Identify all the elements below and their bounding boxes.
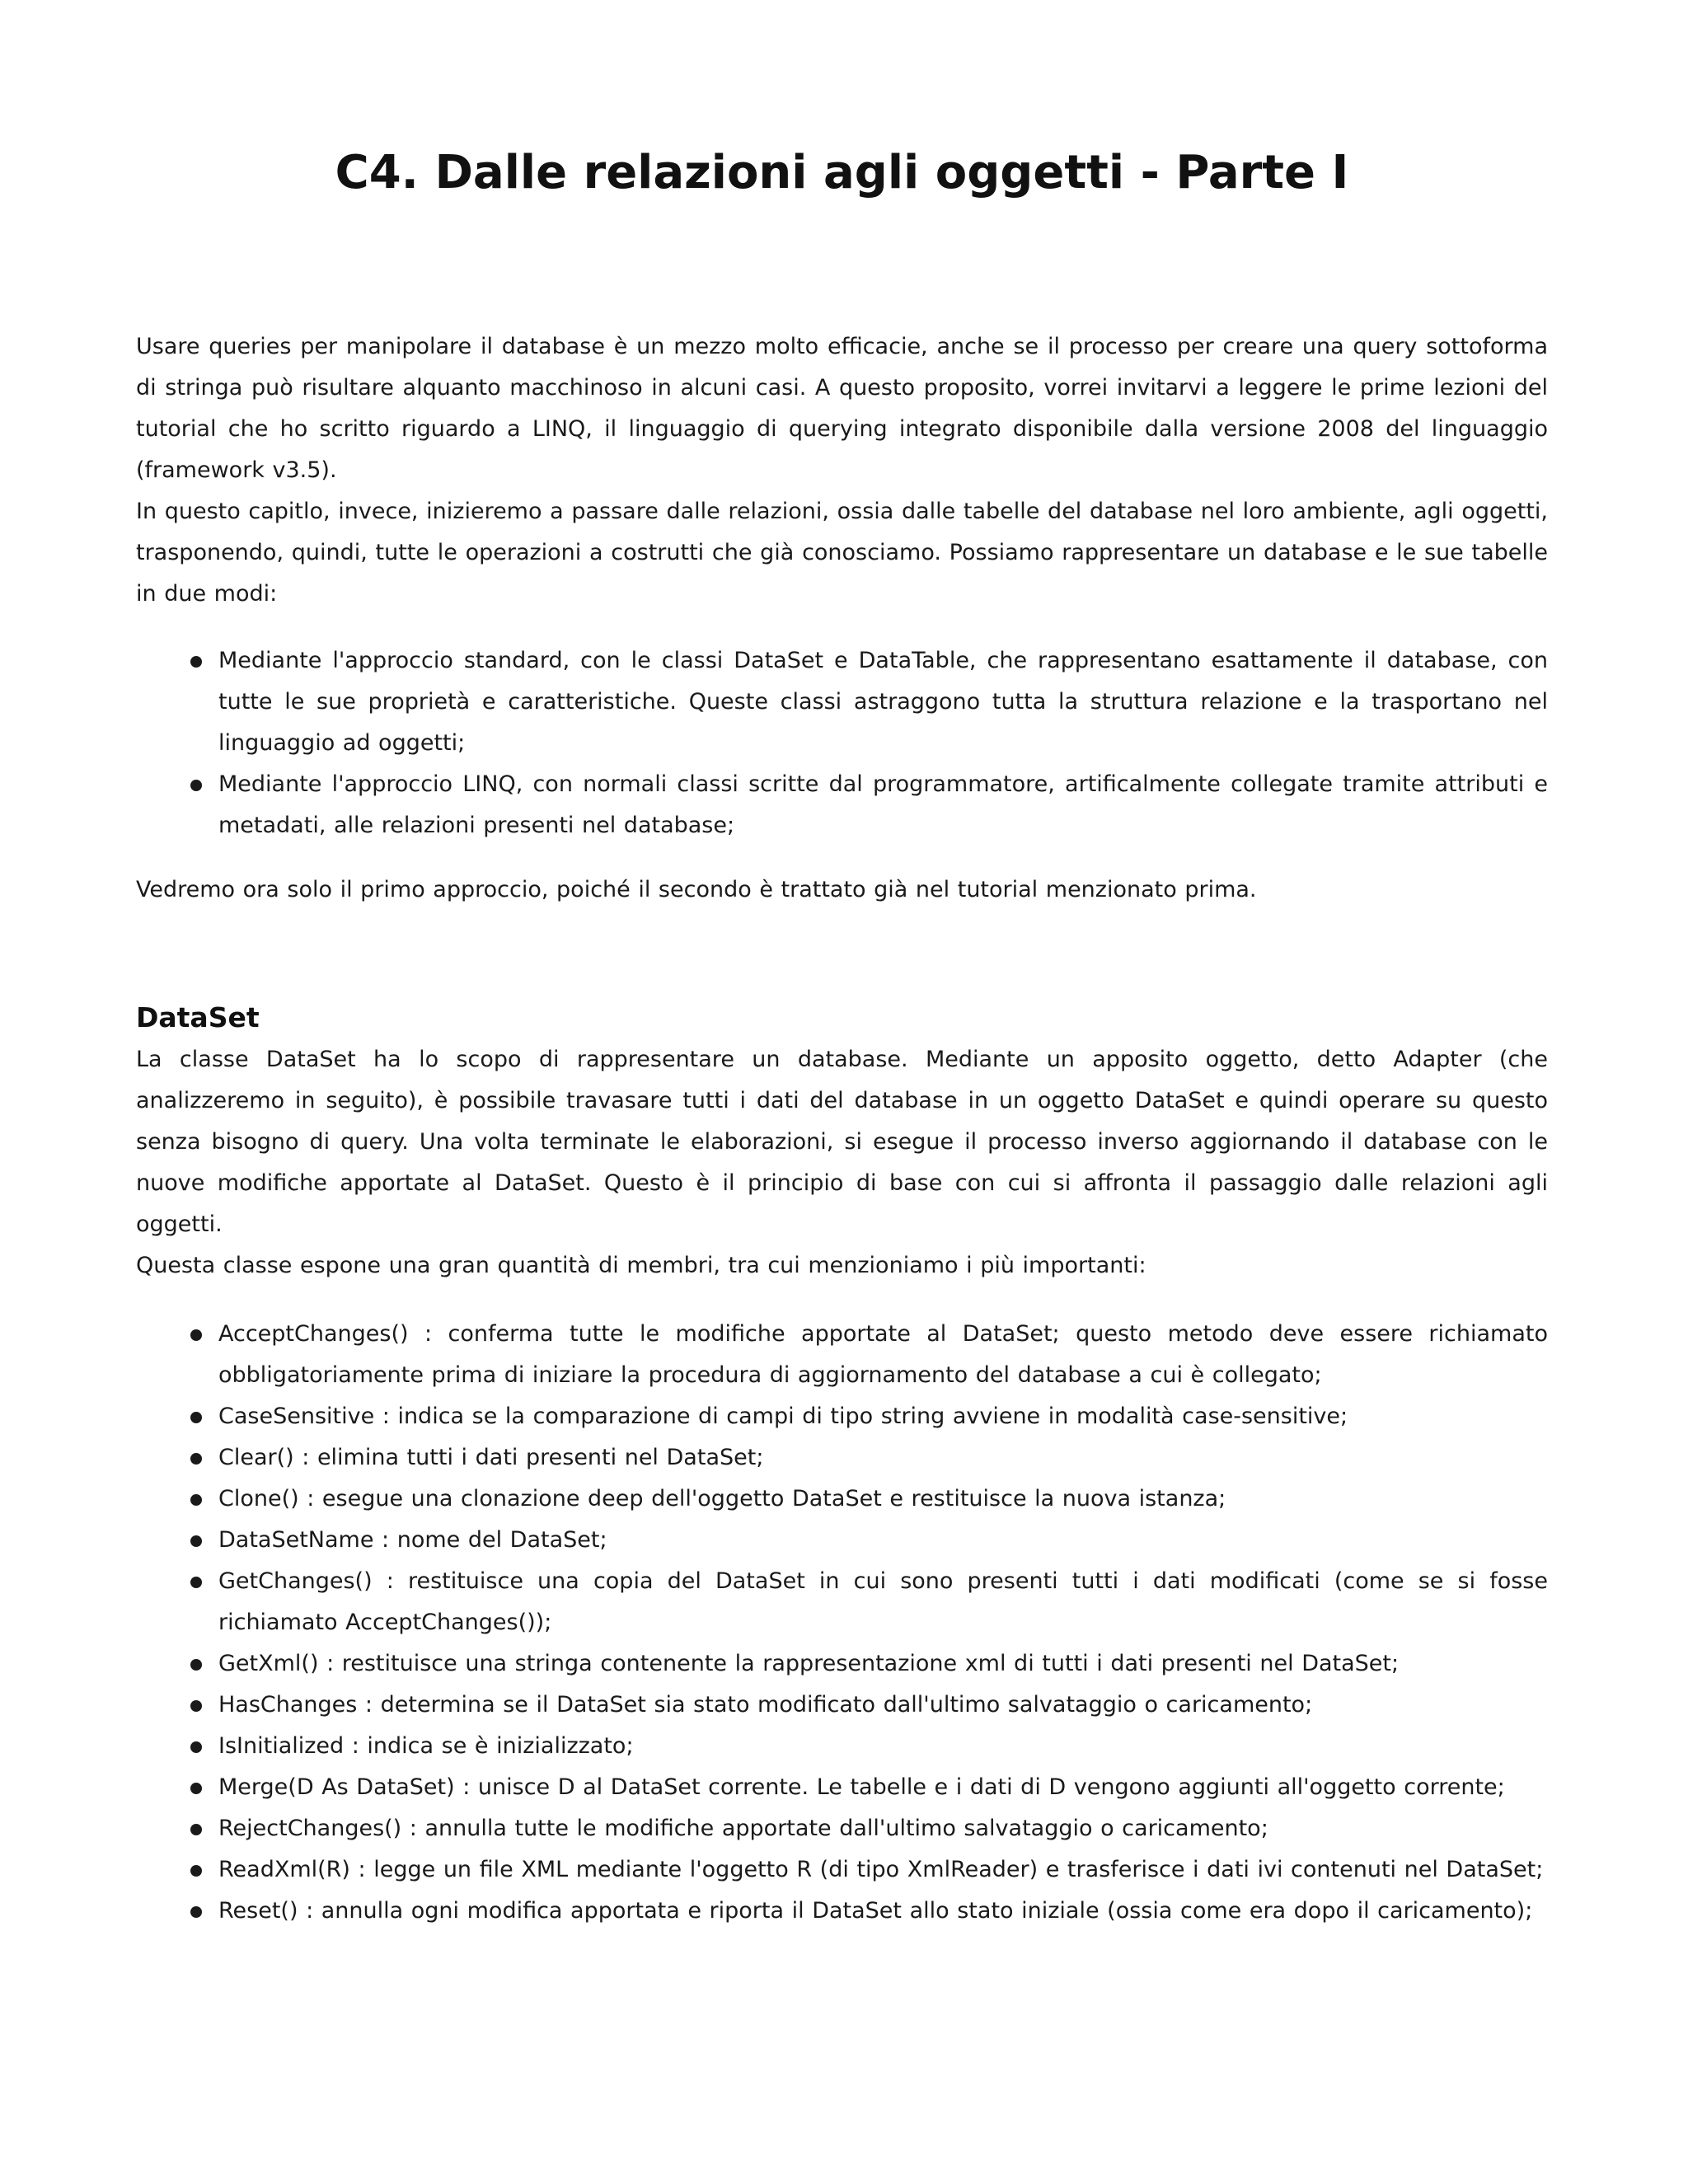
section-paragraph: Questa classe espone una gran quantità di membri, tra cui menzioniamo i più importanti: (136, 1253, 1146, 1278)
list-item (136, 1314, 1548, 1396)
list-item-text: IsInitialized : indica se è inizializzato; (218, 1733, 634, 1759)
list-item-text: Mediante l'approccio standard, con le classi DataSet e DataTable, che rappresentano esattamente il database, con tutte le sue proprietà e caratteristiche. Queste classi astraggono tutta la struttura relazione e la trasportano nel linguaggio ad oggetti; (218, 648, 1548, 756)
bullet-icon (190, 1577, 202, 1588)
list-item-text: Clone() : esegue una clonazione deep dell'oggetto DataSet e restituisce la nuova istanza; (218, 1486, 1226, 1511)
list-item-text: GetXml() : restituisce una stringa contenente la rappresentazione xml di tutti i dati presenti nel DataSet; (218, 1651, 1400, 1676)
bullet-icon (190, 656, 202, 668)
intro-section (136, 326, 1548, 615)
list-item-text: Merge(D As DataSet) : unisce D al DataSet corrente. Le tabelle e i dati di D vengono aggiunti all'oggetto corrente; (218, 1774, 1505, 1800)
dataset-description (136, 1039, 1548, 1286)
list-item (136, 1808, 1548, 1849)
list-item-text: GetChanges() : restituisce una copia del DataSet in cui sono presenti tutti i dati modificati (come se si fosse richiamato AcceptChanges()); (218, 1568, 1548, 1635)
bullet-icon (190, 780, 202, 791)
conclusion-paragraph: Vedremo ora solo il primo approccio, poiché il secondo è trattato già nel tutorial menzionato prima. (136, 877, 1257, 902)
bullet-icon (190, 1329, 202, 1341)
list-item-text: Mediante l'approccio LINQ, con normali classi scritte dal programmatore, artificalmente collegate tramite attributi e metadati, alle relazioni presenti nel database; (218, 771, 1548, 838)
list-item-text: ReadXml(R) : legge un file XML mediante l'oggetto R (di tipo XmlReader) e trasferisce i dati ivi contenuti nel DataSet; (218, 1857, 1544, 1882)
bullet-icon (190, 1865, 202, 1877)
list-item (136, 1561, 1548, 1643)
bullet-icon (190, 1535, 202, 1547)
bullet-icon (190, 1906, 202, 1918)
list-item-text: AcceptChanges() : conferma tutte le modifiche apportate al DataSet; questo metodo deve essere richiamato obbligatoriamente prima di iniziare la procedura di aggiornamento del database a cui è collegato; (218, 1321, 1548, 1388)
list-item (136, 1849, 1548, 1891)
members-list (136, 1314, 1548, 1932)
bullet-icon (190, 1659, 202, 1671)
bullet-icon (190, 1741, 202, 1753)
approaches-list (136, 640, 1548, 846)
section-heading: DataSet (136, 1001, 260, 1033)
bullet-icon (190, 1700, 202, 1712)
list-item (136, 1891, 1548, 1932)
page-title: C4. Dalle relazioni agli oggetti - Parte I (335, 146, 1349, 199)
list-item (136, 1726, 1548, 1767)
bullet-icon (190, 1453, 202, 1465)
list-item-text: Reset() : annulla ogni modifica apportata e riporta il DataSet allo stato iniziale (ossia come era dopo il caricamento); (218, 1898, 1533, 1924)
bullet-icon (190, 1412, 202, 1423)
list-item (136, 1685, 1548, 1726)
list-item (136, 1396, 1548, 1437)
bullet-icon (190, 1783, 202, 1794)
section-paragraph: La classe DataSet ha lo scopo di rappresentare un database. Mediante un apposito oggetto, detto Adapter (che analizzeremo in seguito), è possibile travasare tutti i dati del database in un oggetto DataSet e quindi operare su questo senza bisogno di query. Una volta terminate le elaborazioni, si esegue il processo inverso aggiornando il database con le nuove modifiche apportate al DataSet. Questo è il principio di base con cui si affronta il passaggio dalle relazioni agli oggetti. (136, 1047, 1548, 1237)
list-item (136, 640, 1548, 764)
list-item-text: HasChanges : determina se il DataSet sia stato modificato dall'ultimo salvataggio o caricamento; (218, 1692, 1313, 1718)
list-item (136, 1520, 1548, 1561)
list-item (136, 1479, 1548, 1520)
intro-paragraph: In questo capitlo, invece, inizieremo a passare dalle relazioni, ossia dalle tabelle del database nel loro ambiente, agli oggetti, trasponendo, quindi, tutte le operazioni a costrutti che già conosciamo. Possiamo rappresentare un database e le sue tabelle in due modi: (136, 499, 1548, 607)
bullet-icon (190, 1494, 202, 1506)
list-item-text: RejectChanges() : annulla tutte le modifiche apportate dall'ultimo salvataggio o caricamento; (218, 1816, 1268, 1841)
list-item-text: CaseSensitive : indica se la comparazione di campi di tipo string avviene in modalità case-sensitive; (218, 1404, 1348, 1429)
list-item (136, 1643, 1548, 1685)
list-item-text: DataSetName : nome del DataSet; (218, 1527, 607, 1553)
list-item (136, 1767, 1548, 1808)
list-item-text: Clear() : elimina tutti i dati presenti nel DataSet; (218, 1445, 764, 1470)
list-item (136, 1437, 1548, 1479)
intro-paragraph: Usare queries per manipolare il database è un mezzo molto efficacie, anche se il processo per creare una query sottoforma di stringa può risultare alquanto macchinoso in alcuni casi. A questo proposito, vorrei invitarvi a leggere le prime lezioni del tutorial che ho scritto riguardo a LINQ, il linguaggio di querying integrato disponibile dalla versione 2008 del linguaggio (framework v3.5). (136, 334, 1548, 483)
list-item (136, 764, 1548, 846)
bullet-icon (190, 1824, 202, 1835)
